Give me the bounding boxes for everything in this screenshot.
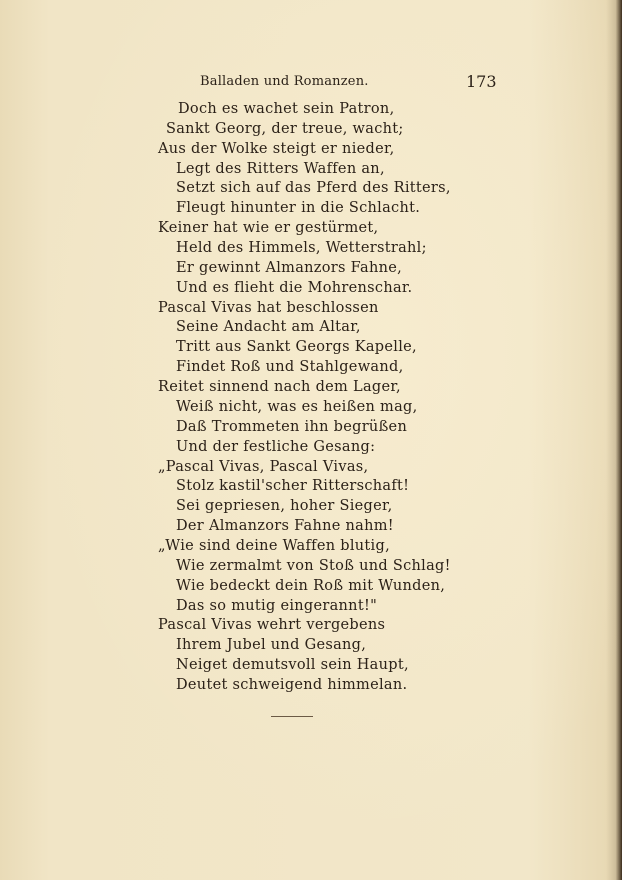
verse-line: Weiß nicht, was es heißen mag, — [176, 398, 418, 415]
verse-line: Das so mutig eingerannt!" — [176, 597, 378, 614]
verse-line: Wie bedeckt dein Roß mit Wunden, — [176, 577, 446, 594]
verse-line: Sei gepriesen, hoher Sieger, — [176, 498, 393, 515]
verse-line: „Pascal Vivas, Pascal Vivas, — [158, 458, 369, 475]
verse-line: Deutet schweigend himmelan. — [176, 677, 408, 693]
verse-line: Pascal Vivas wehrt vergebens — [158, 617, 386, 634]
verse-line: Der Almanzors Fahne nahm! — [176, 518, 394, 535]
verse-line: Keiner hat wie er gestürmet, — [158, 220, 379, 237]
verse-line: Setzt sich auf das Pferd des Ritters, — [176, 180, 451, 197]
verse-line: Fleugt hinunter in die Schlacht. — [176, 200, 421, 217]
verse-line: Tritt aus Sankt Georgs Kapelle, — [176, 339, 417, 356]
verse-line: Doch es wachet sein Patron, — [178, 101, 395, 117]
verse-line: Pascal Vivas hat beschlossen — [158, 299, 379, 316]
verse-line: Stolz kastil'scher Ritterschaft! — [176, 478, 410, 495]
verse-line: „Wie sind deine Waffen blutig, — [158, 537, 390, 554]
verse-line: Held des Himmels, Wetterstrahl; — [176, 240, 427, 257]
verse-line: Und es flieht die Mohrenschar. — [176, 279, 413, 296]
verse-line: Sankt Georg, der treue, wacht; — [166, 120, 404, 137]
verse-line: Er gewinnt Almanzors Fahne, — [176, 259, 403, 276]
verse-line: Neiget demutsvoll sein Haupt, — [176, 657, 409, 674]
verse-line: Daß Trommeten ihn begrüßen — [176, 418, 408, 435]
verse-line: Seine Andacht am Altar, — [176, 319, 361, 336]
verse-line: Ihrem Jubel und Gesang, — [176, 637, 367, 654]
verse-line: Aus der Wolke steigt er nieder, — [158, 140, 395, 157]
verse-line: Reitet sinnend nach dem Lager, — [158, 379, 401, 396]
verse-line: Findet Roß und Stahlgewand, — [176, 359, 404, 376]
end-divider-rule — [271, 716, 313, 717]
verse-line: Und der festliche Gesang: — [176, 438, 376, 455]
verse-line: Legt des Ritters Waffen an, — [176, 160, 385, 177]
page-number: 173 — [466, 72, 497, 91]
running-header-title: Balladen und Romanzen. — [200, 74, 369, 89]
verse-line: Wie zermalmt von Stoß und Schlag! — [176, 557, 451, 574]
